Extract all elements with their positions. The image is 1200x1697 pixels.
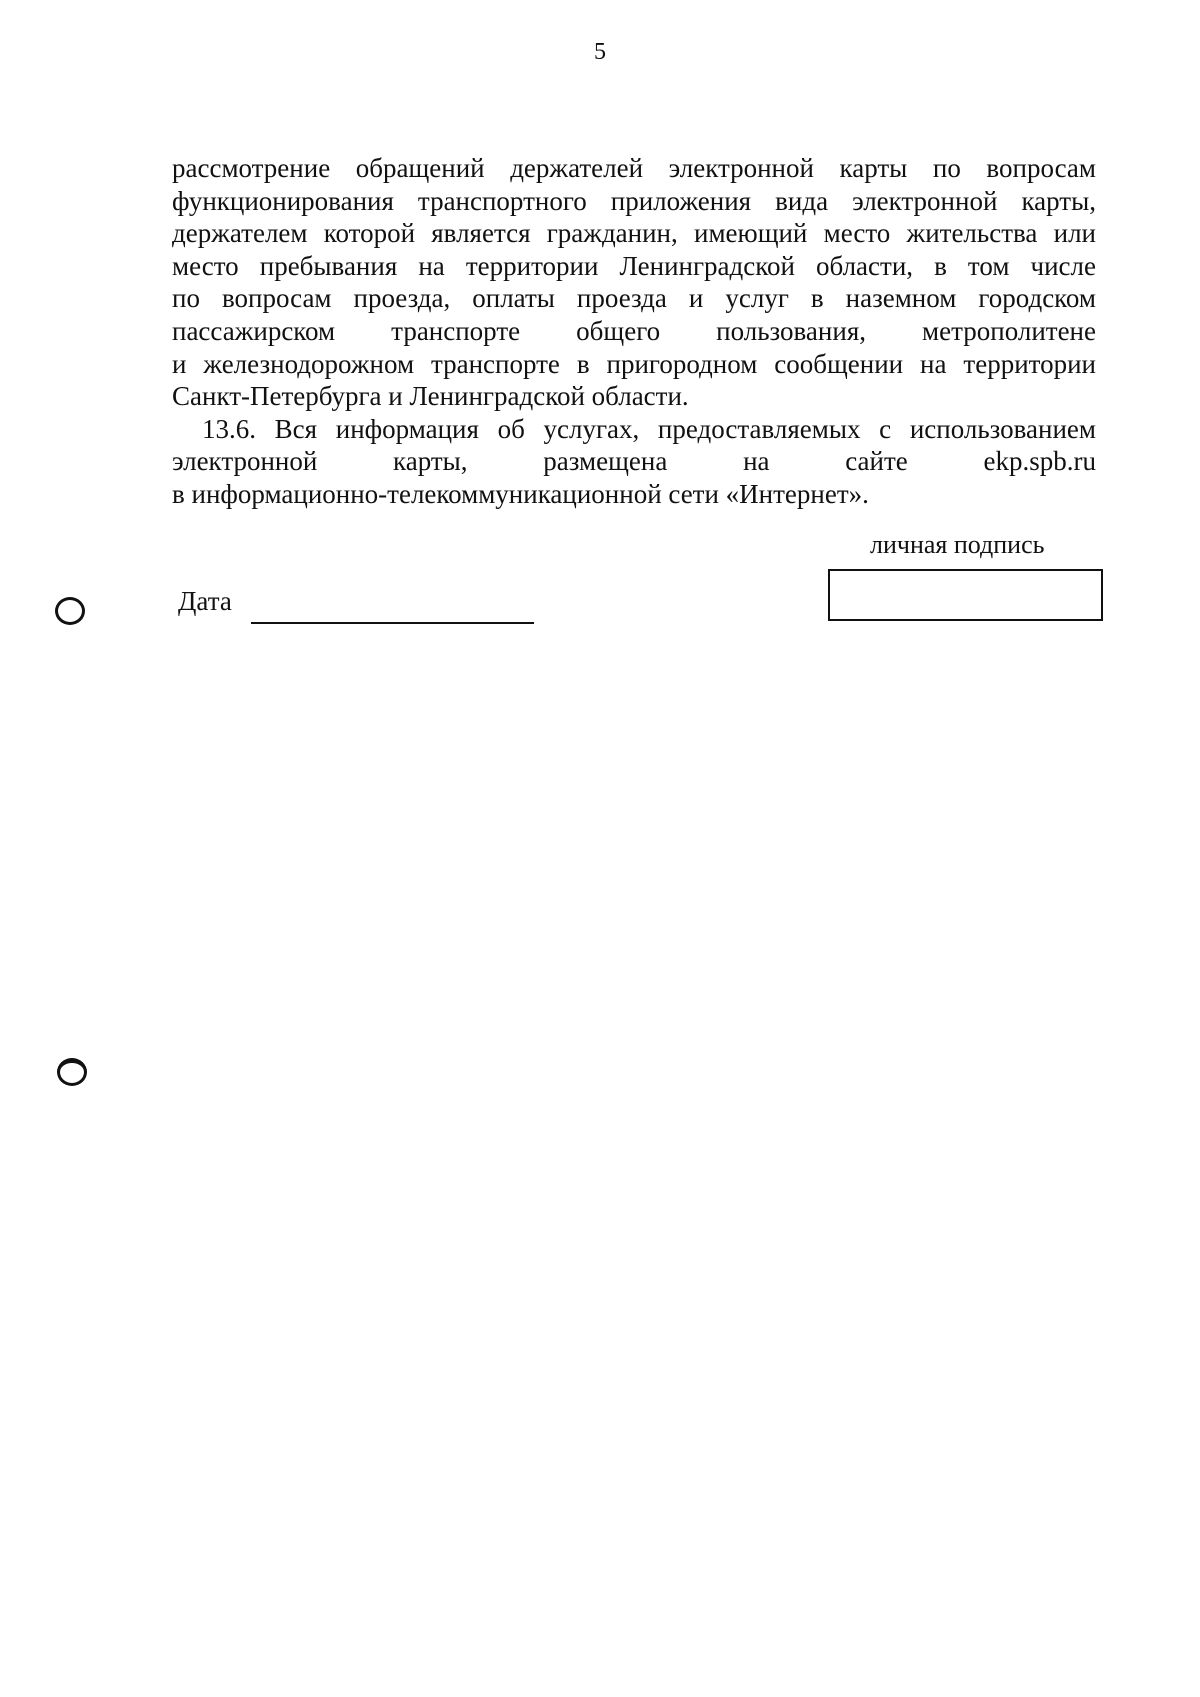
body-line: по вопросам проезда, оплаты проезда и услуг в наземном городском <box>172 283 1096 314</box>
body-line: и железнодорожном транспорте в пригородном сообщении на территории <box>172 348 1096 379</box>
date-line[interactable] <box>251 622 534 624</box>
punch-hole-icon <box>55 597 85 625</box>
body-line: пассажирском транспорте общего пользования, метрополитене <box>172 315 1096 346</box>
body-line: место пребывания на территории Ленинградской области, в том числе <box>172 250 1096 281</box>
body-line: держателем которой является гражданин, имеющий место жительства или <box>172 218 1096 249</box>
body-line: электронной карты, размещена на сайте ekp.spb.ru <box>172 446 1096 477</box>
date-label: Дата <box>178 586 232 616</box>
body-line: в информационно-телекоммуникационной сети «Интернет». <box>172 478 869 509</box>
body-line: функционирования транспортного приложения вида электронной карты, <box>172 185 1096 216</box>
signature-box[interactable] <box>828 569 1103 621</box>
body-text <box>172 152 1096 511</box>
body-line: рассмотрение обращений держателей электронной карты по вопросам <box>172 153 1096 183</box>
page-number: 5 <box>594 39 606 65</box>
body-line-section-13-6: 13.6. Вся информация об услугах, предоставляемых с использованием <box>202 413 1096 444</box>
signature-label: личная подпись <box>870 530 1045 559</box>
body-line: Санкт-Петербурга и Ленинградской области. <box>172 381 689 412</box>
punch-hole-icon <box>57 1058 87 1086</box>
